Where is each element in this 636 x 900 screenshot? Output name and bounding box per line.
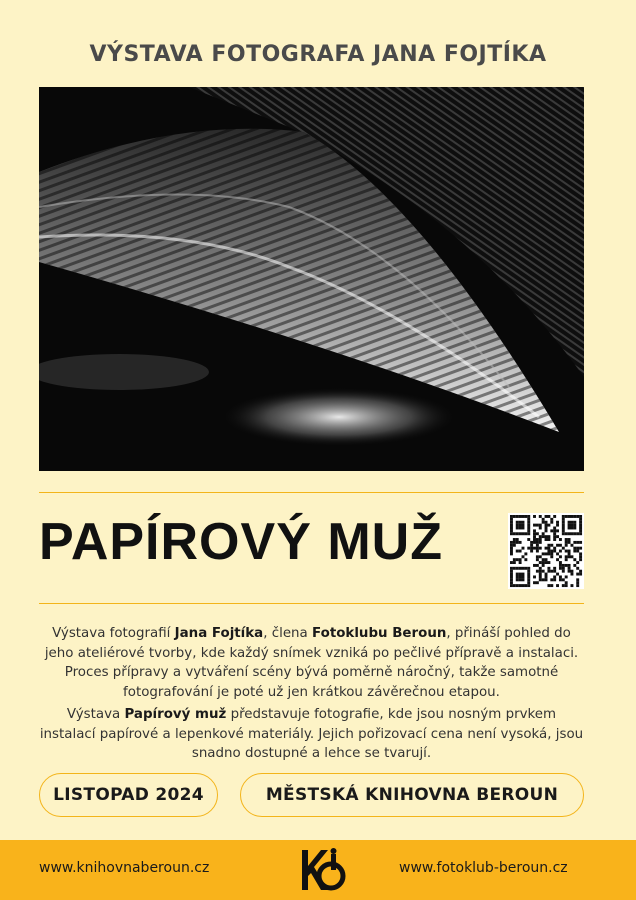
description-paragraph-2 xyxy=(39,705,584,764)
footer-bar xyxy=(0,840,636,900)
p2-text-1: Výstava xyxy=(66,707,125,722)
p1-text-3: , přináší pohled do jeho ateliérové tvorby, kde každý snímek vzniká po pečlivé přípravě a instalaci. Proces přípravy a vytváření scény bývá poměrně náročný, takže samotné fotografování je poté už jen krátkou závěrečnou etapou. xyxy=(44,626,579,700)
date-badge xyxy=(39,773,218,817)
photographer-name: Jana Fojtíka xyxy=(174,626,264,641)
qr-code-graphic xyxy=(508,513,584,589)
photo-image xyxy=(39,87,584,471)
library-website-link[interactable]: www.knihovnaberoun.cz xyxy=(39,860,210,876)
p2-text-2: představuje fotografie, kde jsou nosným prvkem instalací papírové a lepenkové materiály. Jejich pořizovací cena není vysoká, jsou snadno dostupné a lehce se tvarují. xyxy=(39,707,584,761)
fotoklub-website-link[interactable]: www.fotoklub-beroun.cz xyxy=(399,860,568,876)
p1-text-2: , člena xyxy=(263,626,313,641)
exhibition-name: Papírový muž xyxy=(124,707,227,722)
description-paragraph-1 xyxy=(39,624,584,702)
venue-label: MĚSTSKÁ KNIHOVNA BEROUN xyxy=(265,785,559,805)
exhibition-photo xyxy=(39,87,584,471)
exhibition-label: VÝSTAVA FOTOGRAFA JANA FOJTÍKA xyxy=(89,42,547,67)
fotoklub-name: Fotoklubu Beroun xyxy=(312,626,447,641)
divider-bottom xyxy=(39,603,584,604)
p1-text-1: Výstava fotografií xyxy=(52,626,175,641)
library-logo-icon xyxy=(297,846,347,894)
exhibition-title: PAPÍROVÝ MUŽ xyxy=(39,513,443,571)
qr-code-icon[interactable] xyxy=(508,513,584,589)
venue-badge xyxy=(240,773,584,817)
divider-top xyxy=(39,492,584,493)
date-label: LISTOPAD 2024 xyxy=(53,785,204,805)
